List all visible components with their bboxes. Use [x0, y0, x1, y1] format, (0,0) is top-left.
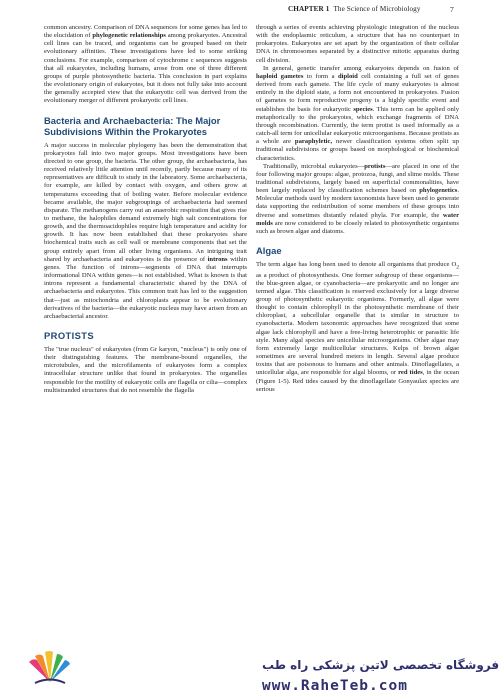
bold-term: introns	[207, 255, 228, 263]
right-column	[256, 24, 459, 394]
bold-term: paraphyletic,	[294, 138, 333, 146]
text-run: as a product of photosynthesis. One former subgroup of these organisms—the blue-green algae, or cyanobacteria—are prokaryotic and no longer are termed algae. This classification is reserved exclusively for a large diverse group of photosynthetic eukaryotic organisms. Formerly, all algae were thought to contain chlorophyll in the photosynthetic membrane of their chloroplast, a subcellular organelle that is similar in structure to cyanobacteria. Modern taxonomic approaches have recognized that some algae lack chlorophyll and have a free-living heterotrophic or parasitic life style. Many algal species are unicellular microorganisms. Other algae may form extremely large multicellular structures. Kelps of brown algae sometimes are several hundred meters in length. Several algae produce toxins that are poisonous to humans and other animals. Dinoflagellates, a unicellular alga, are responsible for algal blooms, or	[256, 271, 459, 377]
subscript: 2	[456, 264, 459, 271]
text-run: within genes. The function of introns—segments of DNA that interrupts informational DNA within genes—is not established. What is known is that introns represent a fundamental characteristic shared by the DNA of archaebacteria and eukaryotes. This common trait has led to the suggestion that—just as mitochondria and chloroplasts appear to be evolutionary derivatives of the bacteria—the eukaryotic nucleus may have arisen from an archaebacterial ancestor.	[44, 255, 248, 320]
text-run: . Molecular methods used by modern taxonomists have been used to generate data supporting the redistribution of some members of these groups into diverse and sometimes distantly related phyla. For example, the	[256, 187, 459, 219]
text-run: are now considered to be closely related to photosynthetic organisms such as brown algae and diatoms.	[256, 219, 459, 235]
text-run: . This term can be applied only metaphorically to the prokaryotes, which exchange fragments of DNA through recombination. Currently, the term protist is used informally as a catch-all term for unicellular eukaryotic microorganisms. Because protists as a whole are	[256, 105, 459, 146]
paragraph	[256, 163, 459, 236]
bold-term: phylogenetic relationships	[92, 32, 166, 40]
text-run: Traditionally, microbial eukaryotes—	[263, 162, 365, 170]
brand-text: فروشگاه تخصصی لاتین پزشکی راه طب	[262, 658, 500, 672]
running-head	[288, 5, 421, 13]
text-run: newer classification systems often split up traditional subdivisions or groups based on morphological or biochemical characteristics.	[256, 138, 459, 162]
paragraph	[44, 142, 247, 321]
bold-term: diploid	[337, 72, 358, 80]
section-heading: Bacteria and Archaebacteria: The Major Subdivisions Within the Prokaryotes	[44, 114, 221, 137]
bold-term: haploid gametes	[256, 72, 304, 80]
page-header	[0, 0, 500, 20]
text-run: —are placed in one of the four following major groups: algae, protozoa, fungi, and slime molds. These traditional subdivisions, largely based on superficial commonalities, have been largely replaced by classification schemes based on	[256, 162, 459, 195]
bold-term: phylogenetics	[419, 187, 458, 195]
section-heading: PROTISTS	[44, 330, 95, 341]
text-run: to form a	[303, 72, 338, 80]
text-run: A major success in molecular phylogeny has been the demonstration that prokaryotes fall into two major groups. Most investigations have been directed to one group, the bacteria. The other group, the archaebacteria, has received relatively little attention until recently, partly because many of its representatives are difficult to study in the laboratory. Some archaebacteria, for example, are killed by contact with oxygen, and others grow at temperatures exceeding that of boiling water. Before molecular evidence became available, the major subgroupings of archaebacteria had seemed disparate. The methanogens carry out an anaerobic respiration that gives rise to methane, the halophiles demand extremely high salt concentrations for growth, and the thermoacidophiles require high temperature and acidity for growth. It has now been established that these prokaryotes share biochemical traits such as cell wall or membrane components that set the group entirely apart from all other living organisms. An intriguing trait shared by archaebacteria and eukaryotes is the presence of	[44, 141, 247, 263]
bold-term: water molds	[256, 211, 459, 227]
page-number: 7	[450, 5, 454, 14]
chapter-label: CHAPTER 1	[288, 5, 330, 13]
paragraph	[256, 65, 459, 163]
brand-url: www.RaheTeb.com	[262, 678, 408, 694]
bold-term: species	[353, 105, 373, 113]
text-run: , in the ocean (Figure 1-5). Red tides caused by the dinoflagellate Gonyaulax species are serious	[256, 369, 459, 393]
text-run: among prokaryotes. Ancestral cell lines can be traced, and organisms can be grouped based on their evolutionary affinities. These investigations have led to some striking conclusions. For example, comparison of cytochrome c sequences suggests that all eukaryotes, including humans, arose from one of three different groups of purple photosynthetic bacteria. This conclusion in part explains the evolutionary origin of eukaryotes, but it does not fully take into account the generally accepted view that the eukaryotic cell was derived from the evolutionary merger of different prokaryotic cell lines.	[44, 32, 247, 105]
bold-term: protists	[364, 162, 386, 170]
paragraph	[256, 261, 459, 394]
section-heading: Algae	[256, 245, 282, 257]
paragraph	[44, 24, 247, 106]
paragraph: through a series of events achieving physiologic integration of the nucleus with the endoplasmic reticulum, a structure that has no counterpart in prokaryotes. Eukaryotes are set apart by the organization of their cellular DNA in chromosomes separated by a distinctive mitotic apparatus during cell division.	[256, 24, 459, 64]
paragraph: The "true nucleus" of eukaryotes (from Gr karyon, "nucleus") is only one of their distinguishing features. The membrane-bound organelles, the microtubules, and the microfilaments of eukaryotes form a complex intracellular structure unlike that found in prokaryotes. The organelles responsible for the motility of eukaryotic cells are flagella or cilia—complex multistranded structures that do not resemble the flagella	[44, 346, 247, 394]
bold-term: red tides	[398, 369, 423, 377]
text-run: The term algae has long been used to denote all organisms that produce O	[256, 261, 457, 269]
chapter-title: The Science of Microbiology	[333, 5, 421, 13]
text-run: common ancestry. Comparison of DNA sequences for some genes has led to the elucidation of	[44, 24, 247, 40]
book-fan-logo-icon	[25, 650, 75, 686]
text-run: cell containing a full set of genes derived from each gamete. The life cycle of many eukaryotes is almost entirely in the diploid state, a form not encountered in prokaryotes. Fusion of gametes to form reproductive progeny is a highly specific event and establishes the basis for eukaryotic	[256, 72, 460, 113]
left-column	[44, 24, 247, 395]
text-run: In general, genetic transfer among eukaryotes depends on fusion of	[263, 64, 459, 72]
